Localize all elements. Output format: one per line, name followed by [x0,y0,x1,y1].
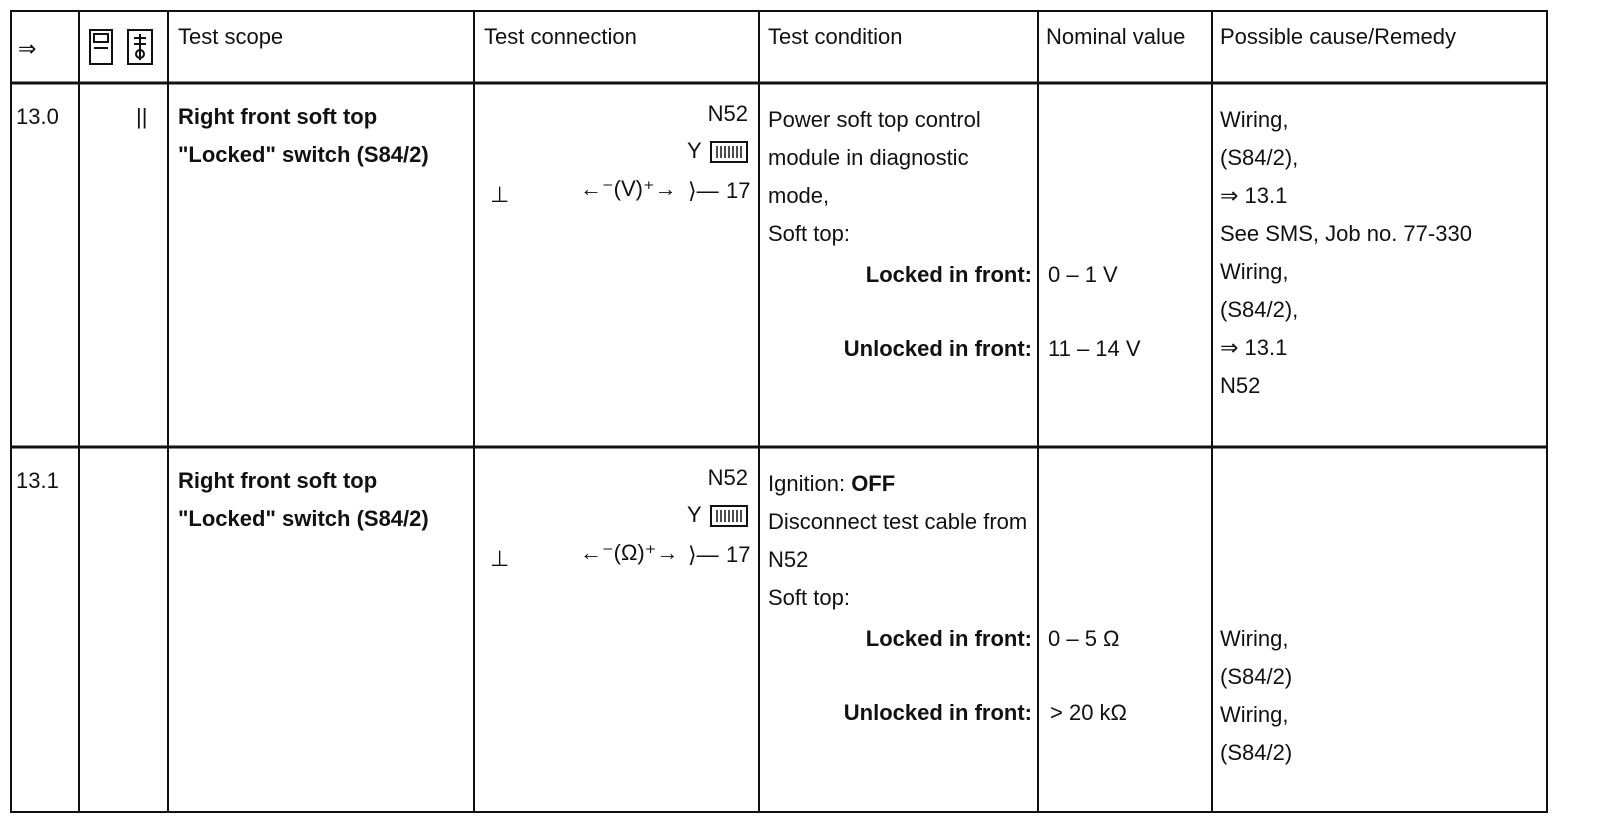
nominal-value: > 20 kΩ [1050,700,1127,725]
condition-line: Soft top: [768,585,850,610]
test-scope [178,98,429,174]
state-label: Locked in front: [865,262,1032,287]
remedy-line: See SMS, Job no. 77-330 [1220,221,1472,246]
ground-symbol: ⊥ [490,546,510,571]
pin-number: 17 [726,178,751,203]
remedy-line: Wiring, [1220,259,1289,284]
connector-prefix: Y [687,502,702,527]
remedy-line: (S84/2), [1220,145,1299,170]
remedy-line: (S84/2), [1220,297,1299,322]
condition-line [768,465,1027,503]
header-nominal-value: Nominal value [1046,24,1186,49]
step-number: 13.0 [16,104,59,129]
test-scope [178,462,429,538]
remedy-line: Wiring, [1220,626,1289,651]
nominal-value: 0 – 5 Ω [1048,626,1120,651]
ignition-label: Ignition: [768,471,846,496]
condition-line: Disconnect test cable from [768,509,1028,534]
header-test-connection: Test connection [484,24,637,49]
remedy-line: Wiring, [1220,702,1289,727]
connector-icon [709,138,751,166]
test-condition [768,465,1027,617]
state-label: Unlocked in front: [843,336,1032,361]
test-scope-line: Right front soft top [178,104,378,129]
header-arrow: ⇒ [18,36,37,61]
test-scope-line: Right front soft top [178,468,378,493]
ohmmeter-symbol: ←⁻(Ω)⁺→ [580,540,679,565]
step-number: 13.1 [16,468,59,493]
module-label: N52 [707,465,748,490]
state-label: Locked in front: [865,626,1032,651]
remedy-line: (S84/2) [1220,664,1293,689]
tester-icon [88,26,160,70]
header-remedy: Possible cause/Remedy [1220,24,1457,49]
header-test-scope: Test scope [178,24,284,49]
ground-symbol: ⊥ [490,182,510,207]
test-table [10,10,1588,834]
condition-line: module in diagnostic [768,145,969,170]
condition-line: Soft top: [768,221,850,246]
module-label: N52 [707,101,748,126]
remedy [1220,101,1472,405]
remedy-line: Wiring, [1220,107,1289,132]
condition-line: mode, [768,183,830,208]
remedy-line: ⇒ 13.1 [1220,183,1288,208]
test-condition [768,101,981,253]
voltmeter-symbol: ←⁻(V)⁺→ [580,176,677,201]
nominal-value: 11 – 14 V [1048,336,1141,361]
ignition-value: OFF [851,471,896,496]
test-scope-line: "Locked" switch (S84/2) [178,142,429,167]
remedy-line: N52 [1220,373,1261,398]
nominal-value: 0 – 1 V [1048,262,1118,287]
remedy-line: ⇒ 13.1 [1220,335,1288,360]
remedy-line: (S84/2) [1220,740,1293,765]
connector-prefix: Y [687,138,702,163]
pin-prefix: ⟩— [688,178,719,203]
pin-number: 17 [726,542,751,567]
test-scope-line: "Locked" switch (S84/2) [178,506,429,531]
condition-line: N52 [768,547,809,572]
remedy [1220,620,1292,772]
condition-line: Power soft top control [768,107,981,132]
header-test-condition: Test condition [768,24,903,49]
state-label: Unlocked in front: [843,700,1032,725]
connector-icon [709,502,751,530]
pin-prefix: ⟩— [688,542,719,567]
row-marker: || [136,104,148,129]
